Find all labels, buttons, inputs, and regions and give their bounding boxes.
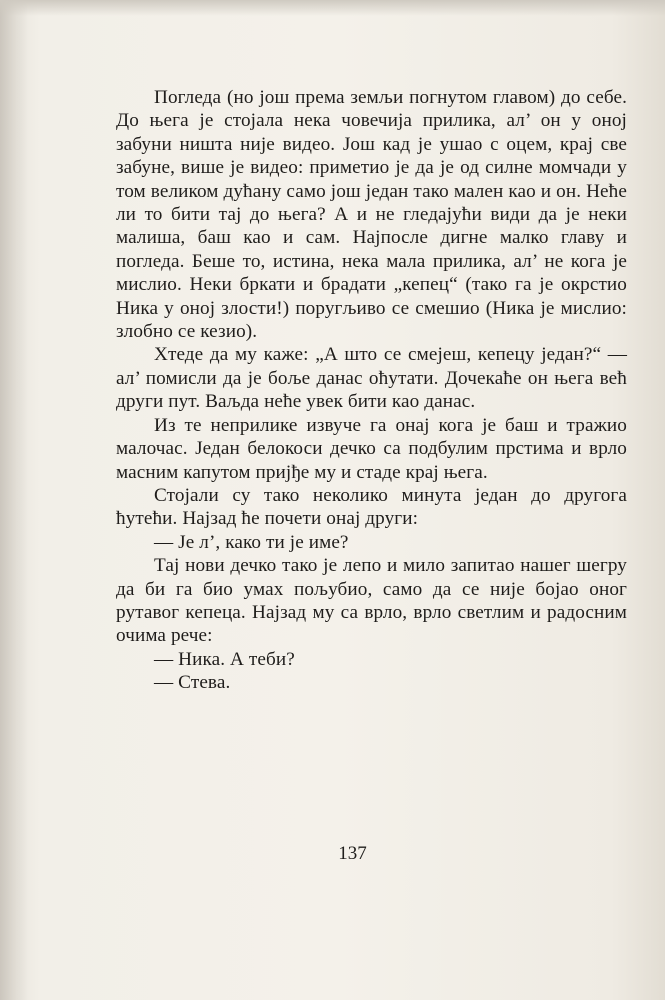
dialogue-line: — Је л’, како ти је име?: [154, 531, 349, 553]
dialogue-line: — Ника. А теби?: [154, 648, 295, 670]
paragraph: Из те неприлике извуче га онај кога је баш и тражио малочас. Један белокоси дечко са подбулим прстима и врло масним капутом пријђе му и стаде крај њега.: [116, 414, 627, 483]
paragraph: Тај нови дечко тако је лепо и мило запитао нашег шегру да би га био умах пољубио, само да се није бојао оног рутавог кепеца. Најзад му са врло, врло светлим и радосним очима рече:: [116, 555, 627, 647]
paragraph: Стојали су тако неколико минута један до другога ћутећи. Најзад ће почети онај други:: [116, 484, 627, 530]
dialogue-line: — Стева.: [154, 672, 231, 694]
body-text: [116, 86, 627, 695]
page-top-shadow: [0, 0, 665, 16]
paragraph: Погледа (но још према земљи погнутом главом) до себе. До њега је стојала нека човечија прилика, ал’ он у оној забуни ништа није видео. Још кад је ушао с оцем, крај све забуне, више је видео: приметио је да је од силне момчади у том великом дућану само још један тако мален као и он. Неће ли то бити тај до њега? А и не гледајући види да је неки малиша, баш као и сам. Најпосле дигне малко главу и погледа. Беше то, истина, нека мала прилика, ал’ не кога је мислио. Неки бркати и брадати „кепец“ (тако га је окрстио Ника у оној злости!) поругљиво се смешио (Ника је мислио: злобно се кезио).: [116, 87, 627, 343]
paragraph: Хтеде да му каже: „А што се смејеш, кепецу један?“ — ал’ помисли да је боље данас оћутати. Дочекаће он њега већ други пут. Ваљда неће увек бити као данас.: [116, 344, 627, 413]
page-number: 137: [338, 843, 367, 864]
